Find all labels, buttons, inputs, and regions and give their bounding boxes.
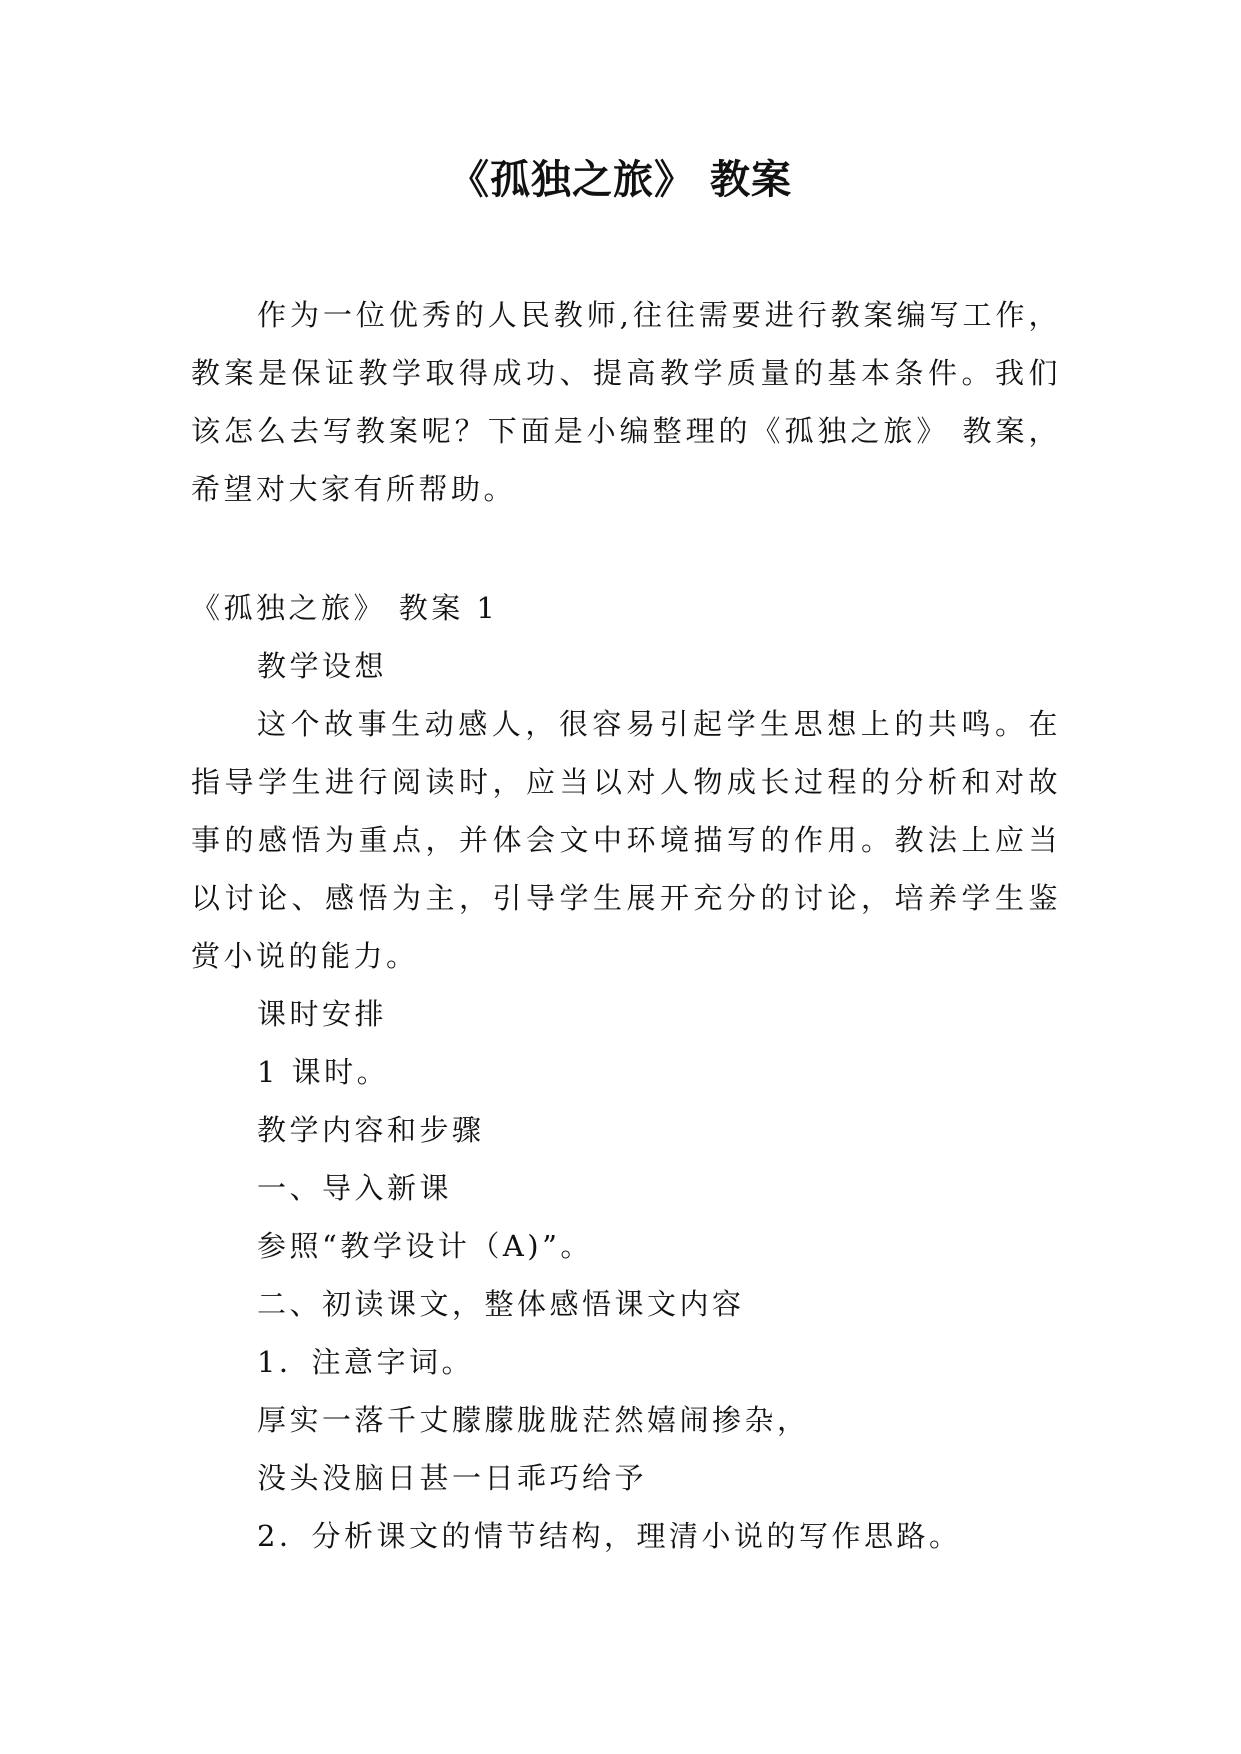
teaching-idea-heading: 教学设想 [257, 649, 388, 683]
document-title: 《孤独之旅》 教案 [449, 157, 792, 203]
content-heading: 教学内容和步骤 [257, 1113, 485, 1147]
section-heading: 《孤独之旅》 教案 1 [191, 591, 499, 625]
schedule-heading: 课时安排 [257, 997, 388, 1031]
list-item-1: 1．注意字词。 [257, 1345, 474, 1379]
step2-heading: 二、初读课文，整体感悟课文内容 [257, 1287, 745, 1321]
lesson-plan-section [191, 579, 1061, 1565]
vocabulary-line-2: 没头没脑日甚一日乖巧给予 [257, 1461, 648, 1495]
step1-text: 参照“教学设计（A)”。 [257, 1229, 593, 1263]
step1-heading: 一、导入新课 [257, 1171, 453, 1205]
list-item-2: 2．分析课文的情节结构，理清小说的写作思路。 [257, 1519, 962, 1553]
schedule-text: 1 课时。 [257, 1055, 390, 1089]
intro-paragraph: 作为一位优秀的人民教师,往往需要进行教案编写工作，教案是保证教学取得成功、提高教学质量的基本条件。我们该怎么去写教案呢？下面是小编整理的《孤独之旅》 教案，希望对大家有所帮助。 [191, 298, 1061, 506]
vocabulary-line-1: 厚实一落千丈朦朦胧胧茫然嬉闹掺杂， [257, 1403, 810, 1437]
teaching-idea-paragraph: 这个故事生动感人，很容易引起学生思想上的共鸣。在指导学生进行阅读时，应当以对人物成长过程的分析和对故事的感悟为重点，并体会文中环境描写的作用。教法上应当以讨论、感悟为主，引导学生展开充分的讨论，培养学生鉴赏小说的能力。 [191, 707, 1061, 973]
